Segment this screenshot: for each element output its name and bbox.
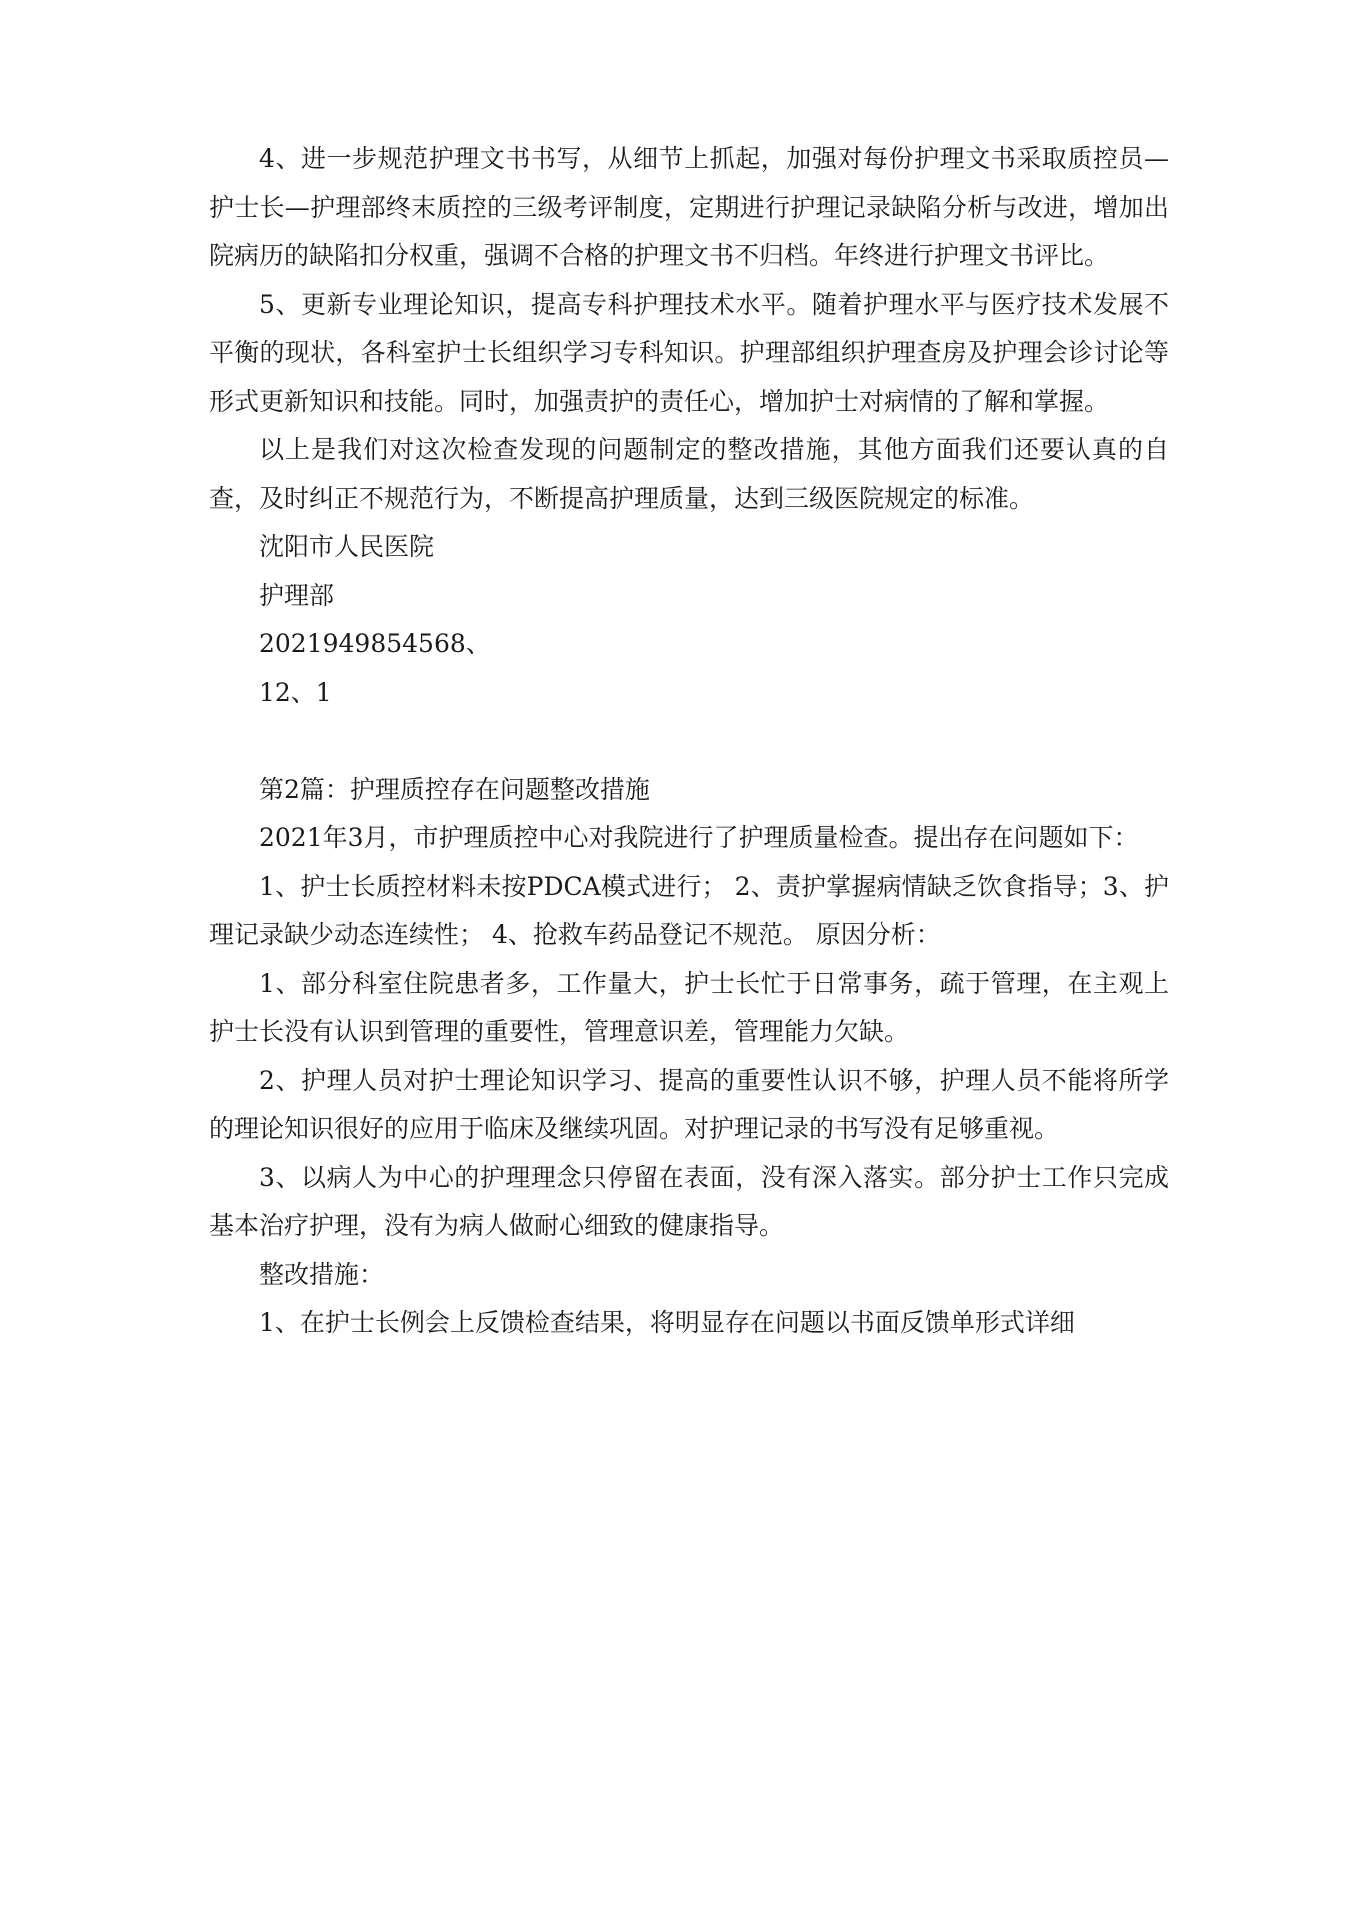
heading-measures: 整改措施： bbox=[259, 1259, 385, 1289]
paragraph-intro: 2021年3月，市护理质控中心对我院进行了护理质量检查。提出存在问题如下： bbox=[259, 823, 1139, 852]
paragraph-cause-3: 3、以病人为中心的护理理念只停留在表面，没有深入落实。部分护士工作只完成基本治疗护理，没有为病人做耐心细致的健康指导。 bbox=[209, 1162, 1169, 1240]
signature-number: 2021949854568、 bbox=[259, 629, 491, 658]
paragraph-item-5: 5、更新专业理论知识，提高专科护理技术水平。随着护理水平与医疗技术发展不平衡的现状，各科室护士长组织学习专科知识。护理部组织护理查房及护理会诊讨论等形式更新知识和技能。同时，加强责护的责任心，增加护士对病情的了解和掌握。 bbox=[209, 289, 1169, 416]
paragraph-problems: 1、护士长质控材料未按PDCA模式进行； 2、责护掌握病情缺乏饮食指导；3、护理记录缺少动态连续性； 4、抢救车药品登记不规范。 原因分析： bbox=[209, 871, 1169, 949]
paragraph-item-4: 4、进一步规范护理文书书写，从细节上抓起，加强对每份护理文书采取质控员—护士长—护理部终末质控的三级考评制度，定期进行护理记录缺陷分析与改进，增加出院病历的缺陷扣分权重，强调不合格的护理文书不归档。年终进行护理文书评比。 bbox=[209, 144, 1169, 270]
paragraph-conclusion: 以上是我们对这次检查发现的问题制定的整改措施，其他方面我们还要认真的自查，及时纠正不规范行为，不断提高护理质量，达到三级医院规定的标准。 bbox=[209, 435, 1169, 513]
signature-date: 12、1 bbox=[259, 677, 332, 707]
paragraph-cause-1: 1、部分科室住院患者多，工作量大，护士长忙于日常事务，疏于管理，在主观上护士长没有认识到管理的重要性，管理意识差，管理能力欠缺。 bbox=[209, 968, 1169, 1046]
signature-hospital: 沈阳市人民医院 bbox=[259, 532, 435, 561]
signature-department: 护理部 bbox=[259, 580, 335, 610]
paragraph-measure-1: 1、在护士长例会上反馈检查结果，将明显存在问题以书面反馈单形式详细 bbox=[259, 1308, 1075, 1337]
section-title: 第2篇：护理质控存在问题整改措施 bbox=[259, 774, 650, 804]
paragraph-cause-2: 2、护理人员对护士理论知识学习、提高的重要性认识不够，护理人员不能将所学的理论知识很好的应用于临床及继续巩固。对护理记录的书写没有足够重视。 bbox=[209, 1065, 1169, 1143]
document-body bbox=[209, 135, 1169, 1348]
